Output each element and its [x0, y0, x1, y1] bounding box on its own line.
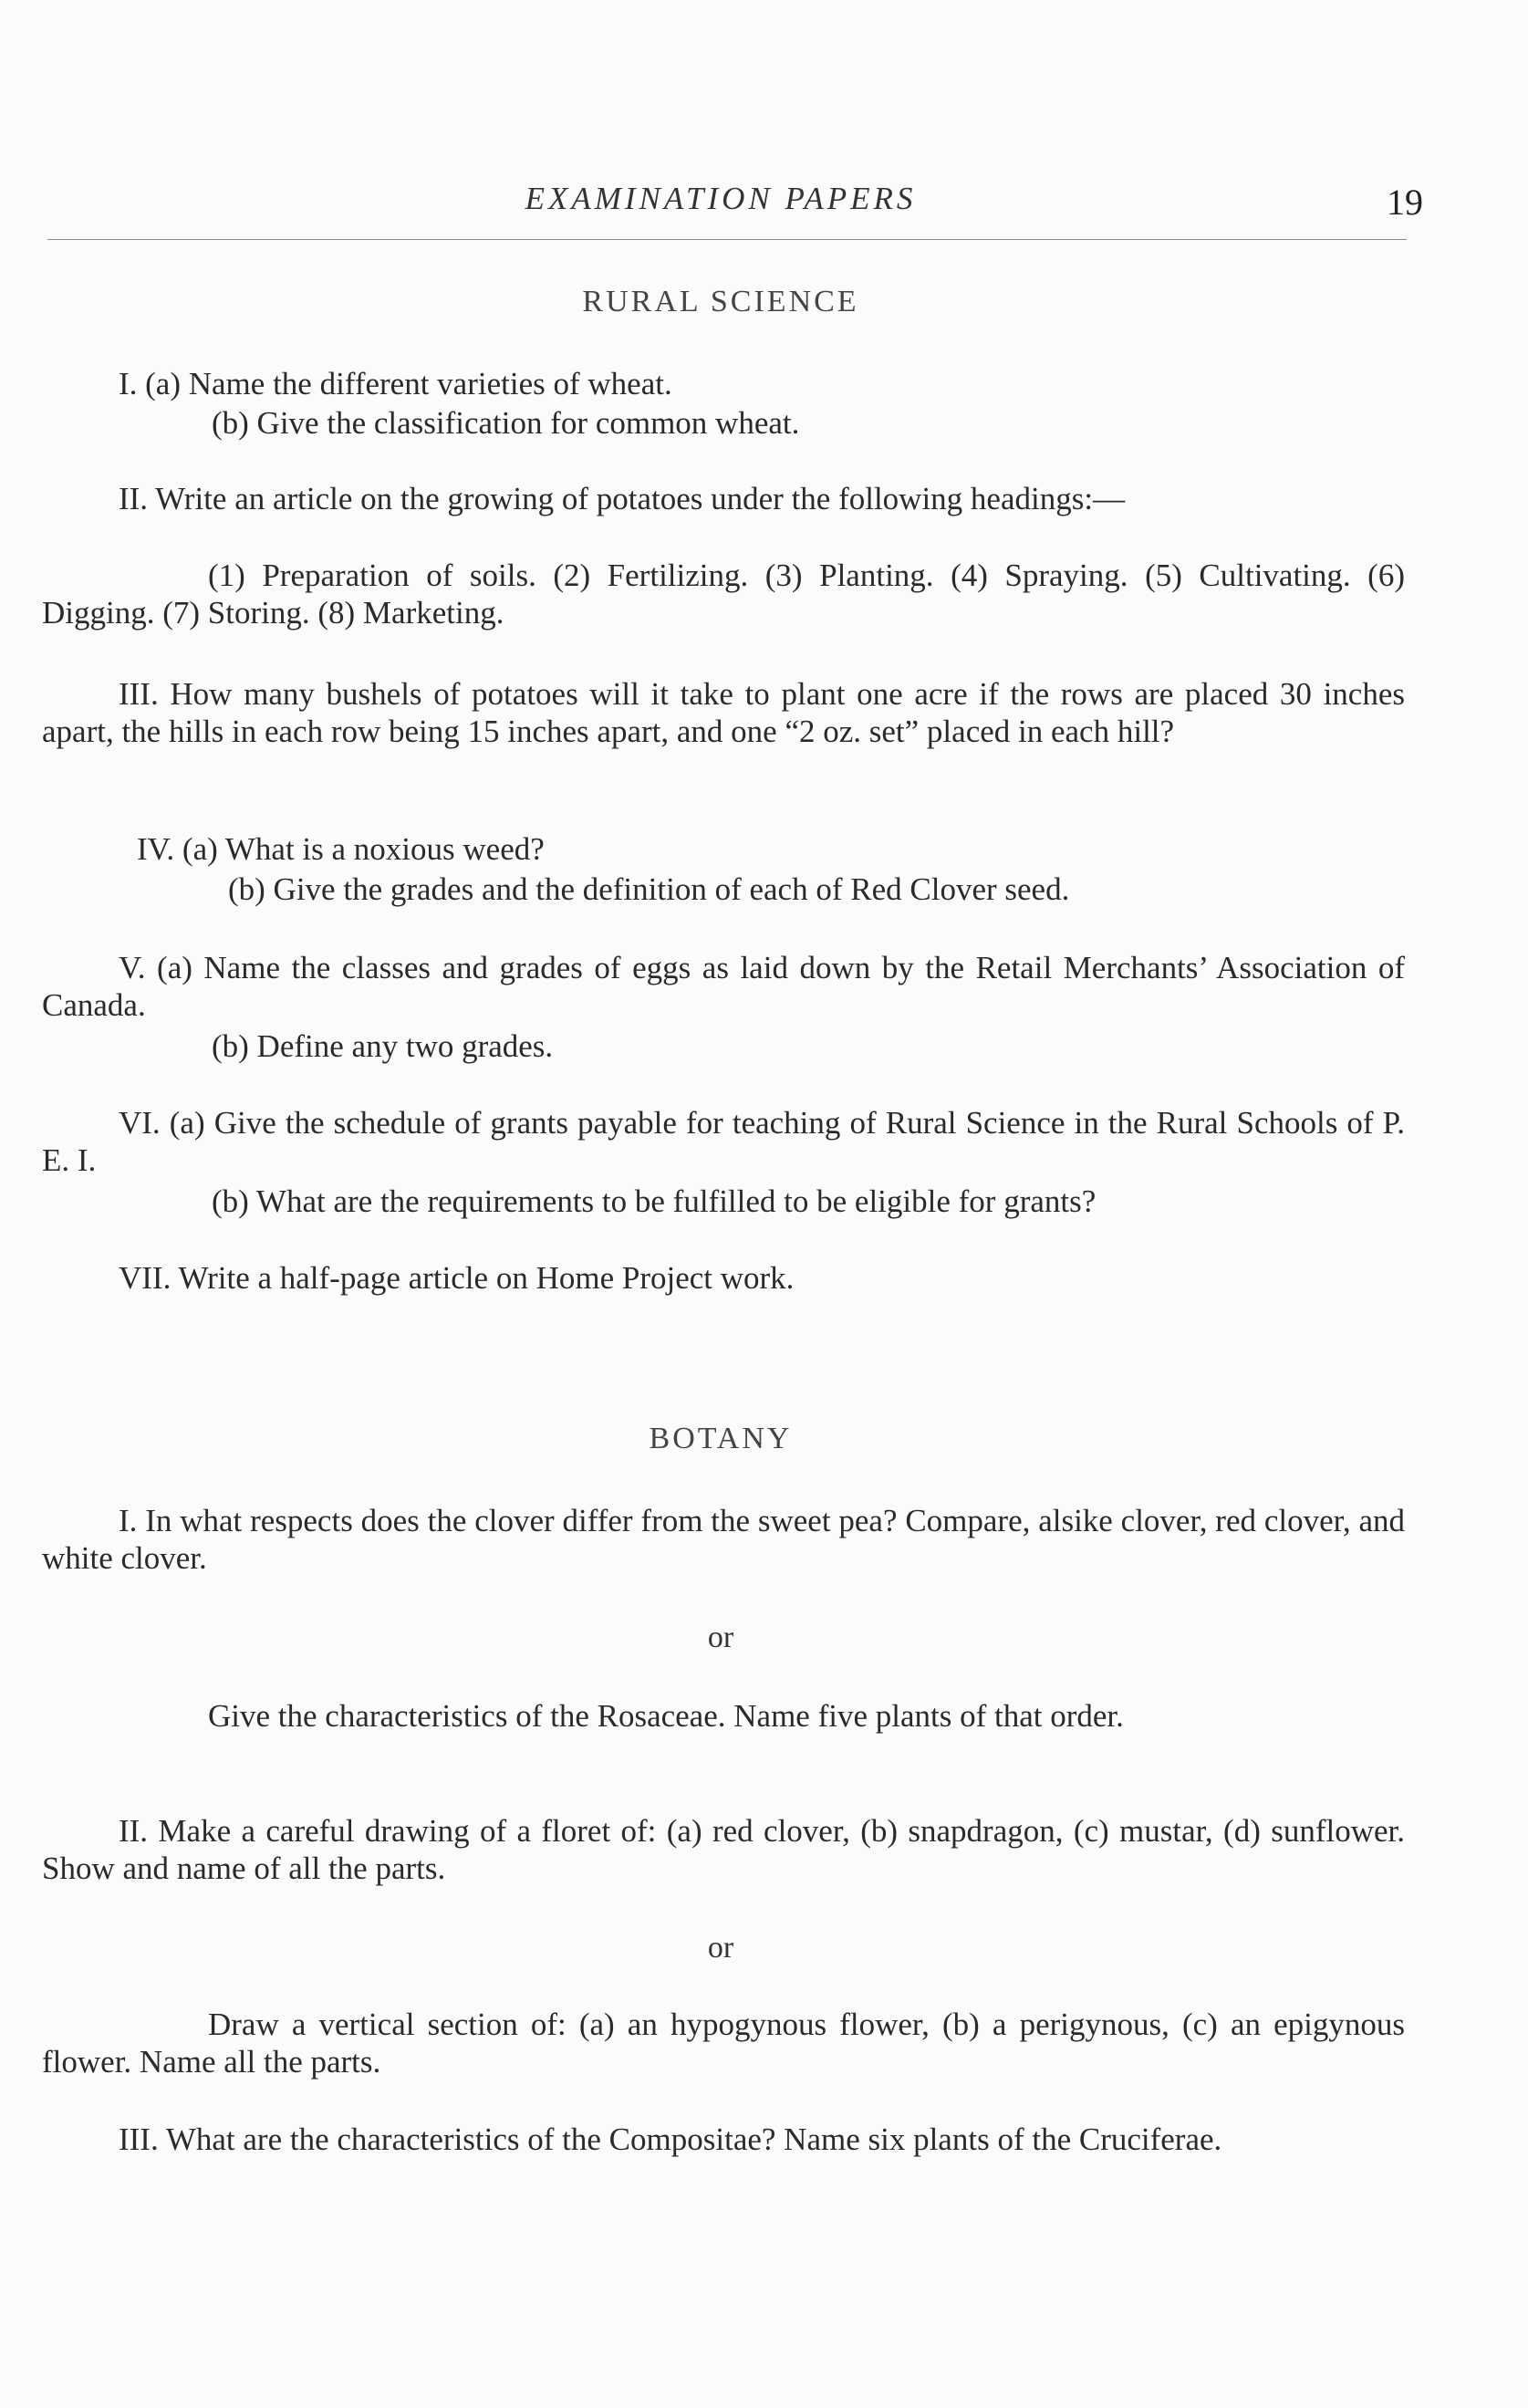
botany-question-2-alternative: Draw a vertical section of: (a) an hypogynous flower, (b) a perigynous, (c) an epigynous flower. Name all the parts. — [42, 2007, 1405, 2080]
question-3: III. How many bushels of potatoes will it take to plant one acre if the rows are placed 30 inches apart, the hills in each row being 15 inches apart, and one “2 oz. set” placed in each hill? — [42, 676, 1405, 749]
question-6b: (b) What are the requirements to be fulfilled to be eligible for grants? — [212, 1183, 1097, 1219]
botany-question-1: I. In what respects does the clover differ from the sweet pea? Compare, alsike clover, red clover, and white clover. — [42, 1503, 1405, 1576]
section-title-botany: BOTANY — [649, 1422, 793, 1455]
header-rule — [47, 239, 1407, 240]
botany-question-2: II. Make a careful drawing of a floret of: (a) red clover, (b) snapdragon, (c) mustar, (d) sunflower. Show and name of all the parts. — [42, 1813, 1405, 1886]
question-2-list: (1) Preparation of soils. (2) Fertilizing. (3) Planting. (4) Spraying. (5) Cultivating. (6) Digging. (7) Storing. (8) Marketing. — [42, 558, 1405, 631]
question-5a: V. (a) Name the classes and grades of eggs as laid down by the Retail Merchants’ Association of Canada. — [42, 950, 1405, 1023]
running-title: EXAMINATION PAPERS — [525, 181, 917, 216]
question-6a: VI. (a) Give the schedule of grants payable for teaching of Rural Science in the Rural Schools of P. E. I. — [42, 1105, 1405, 1178]
botany-question-3: III. What are the characteristics of the Compositae? Name six plants of the Cruciferae. — [119, 2121, 1222, 2157]
botany-question-1-alternative: Give the characteristics of the Rosaceae. Name five plants of that order. — [208, 1698, 1124, 1734]
section-title-rural-science: RURAL SCIENCE — [582, 285, 859, 318]
question-7: VII. Write a half-page article on Home Project work. — [119, 1260, 795, 1296]
or-separator-2: or — [707, 1931, 734, 1965]
question-1a: I. (a) Name the different varieties of wheat. — [119, 366, 672, 401]
question-4b: (b) Give the grades and the definition of each of Red Clover seed. — [228, 871, 1070, 907]
question-4a: IV. (a) What is a noxious weed? — [137, 831, 545, 867]
or-separator-1: or — [707, 1621, 734, 1654]
page-number: 19 — [1387, 182, 1423, 223]
running-head — [0, 181, 1528, 235]
question-5b: (b) Define any two grades. — [212, 1028, 554, 1064]
question-2: II. Write an article on the growing of potatoes under the following headings:— — [119, 481, 1126, 516]
question-1b: (b) Give the classification for common wheat. — [212, 405, 800, 441]
